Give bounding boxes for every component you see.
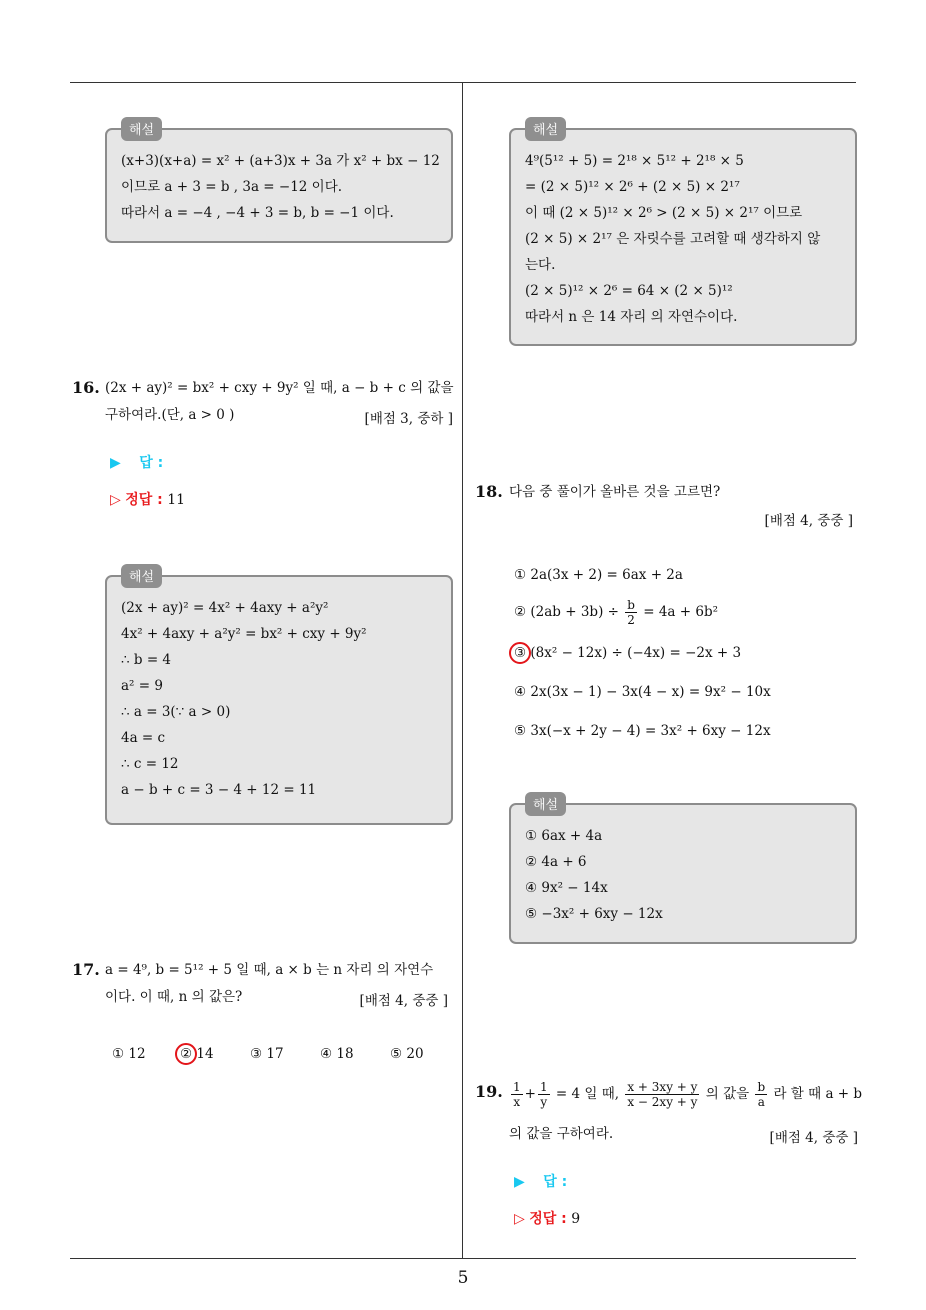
correct-answer-19 xyxy=(514,1208,580,1228)
choice-2-lhs: ② (2ab + 3b) ÷ xyxy=(514,604,619,620)
solution-box-18 xyxy=(509,798,857,944)
solution-line: 4a = c xyxy=(121,730,166,746)
solution-line: 따라서 n 은 14 자리 의 자연수이다. xyxy=(525,309,738,325)
solution-line: (2 × 5)¹² × 2⁶ = 64 × (2 × 5)¹² xyxy=(525,283,733,299)
solution-line: (x+3)(x+a) = x² + (a+3)x + 3a 가 x² + bx − 12 xyxy=(121,153,440,169)
solution-line: ∴ a = 3(∵ a > 0) xyxy=(121,704,231,720)
solution-line: a − b + c = 3 − 4 + 12 = 11 xyxy=(121,782,317,798)
question-18-points: [배점 4, 중중 ] xyxy=(764,513,853,529)
fraction-num: 1 xyxy=(513,1080,521,1094)
outline-arrow-icon: ▷ xyxy=(110,492,121,508)
correct-answer-16 xyxy=(110,489,185,509)
choice-4[interactable]: ④ 2x(3x − 1) − 3x(4 − x) = 9x² − 10x xyxy=(514,684,771,700)
solution-line: 따라서 a = −4 , −4 + 3 = b, b = −1 이다. xyxy=(121,205,394,221)
question-19-line1 xyxy=(509,1080,862,1109)
solution-line: a² = 9 xyxy=(121,678,163,694)
answer-input-19[interactable] xyxy=(514,1171,567,1191)
choice-1[interactable]: ① 12 xyxy=(112,1046,146,1062)
question-18-line1: 다음 중 풀이가 올바른 것을 고르면? xyxy=(509,484,721,500)
choice-1[interactable]: ① 2a(3x + 2) = 6ax + 2a xyxy=(514,567,683,583)
fraction-num: x + 3xy + y xyxy=(627,1080,698,1094)
fraction-den: y xyxy=(540,1095,548,1109)
choice-2[interactable] xyxy=(514,598,718,627)
question-number-17: 17. xyxy=(72,960,100,979)
page-number: 5 xyxy=(457,1268,469,1288)
play-arrow-icon: ▶ xyxy=(514,1174,525,1190)
solution-tag: 해설 xyxy=(525,792,566,816)
choice-4[interactable]: ④ 18 xyxy=(320,1046,354,1062)
solution-line: ∴ b = 4 xyxy=(121,652,172,668)
fraction-num: b xyxy=(627,598,635,612)
correct-label: 정답 : xyxy=(529,1211,567,1227)
solution-line: 이 때 (2 × 5)¹² × 2⁶ > (2 × 5) × 2¹⁷ 이므로 xyxy=(525,205,803,221)
solution-line: 4⁹(5¹² + 5) = 2¹⁸ × 5¹² + 2¹⁸ × 5 xyxy=(525,153,744,169)
question-number-16: 16. xyxy=(72,378,100,397)
correct-label: 정답 : xyxy=(125,492,163,508)
solution-tag: 해설 xyxy=(121,564,162,588)
fraction xyxy=(625,598,637,627)
solution-line: 4x² + 4axy + a²y² = bx² + cxy + 9y² xyxy=(121,626,367,642)
fraction-num: b xyxy=(757,1080,766,1094)
question-number-19: 19. xyxy=(475,1082,503,1101)
play-arrow-icon: ▶ xyxy=(110,455,121,471)
solution-line: ① 6ax + 4a xyxy=(525,828,603,844)
fraction-num: 1 xyxy=(539,1080,548,1094)
solution-line: (2 × 5) × 2¹⁷ 은 자릿수를 고려할 때 생각하지 않 xyxy=(525,231,821,247)
solution-box-17 xyxy=(509,123,857,346)
solution-line: 는다. xyxy=(525,257,556,273)
solution-line: ⑤ −3x² + 6xy − 12x xyxy=(525,906,663,922)
selected-circle-mark xyxy=(509,642,531,664)
choice-2-rhs: = 4a + 6b² xyxy=(643,604,718,620)
choice-5[interactable]: ⑤ 3x(−x + 2y − 4) = 3x² + 6xy − 12x xyxy=(514,723,771,739)
fraction-den: x − 2xy + y xyxy=(627,1095,698,1109)
solution-tag: 해설 xyxy=(525,117,566,141)
solution-line: 이므로 a + 3 = b , 3a = −12 이다. xyxy=(121,179,343,195)
solution-box-15 xyxy=(105,123,453,243)
bottom-rule xyxy=(70,1258,856,1259)
plus-sign: + xyxy=(524,1086,536,1102)
top-rule xyxy=(70,82,856,83)
solution-line: ∴ c = 12 xyxy=(121,756,179,772)
question-17-line2: 이다. 이 때, n 의 값은? xyxy=(105,989,243,1005)
solution-line: = (2 × 5)¹² × 2⁶ + (2 × 5) × 2¹⁷ xyxy=(525,179,740,195)
question-19-text: 라 할 때 a + b xyxy=(773,1086,863,1102)
choice-3[interactable]: ③ 17 xyxy=(250,1046,284,1062)
choice-2[interactable]: ② 14 xyxy=(180,1046,214,1062)
solution-line: ④ 9x² − 14x xyxy=(525,880,608,896)
fraction-den: x xyxy=(513,1095,521,1109)
correct-value: 11 xyxy=(167,492,186,508)
question-19-text: 의 값을 xyxy=(705,1086,750,1102)
question-16-points: [배점 3, 중하 ] xyxy=(364,411,453,427)
solution-line: (2x + ay)² = 4x² + 4axy + a²y² xyxy=(121,600,329,616)
outline-arrow-icon: ▷ xyxy=(514,1211,525,1227)
question-16-line1: (2x + ay)² = bx² + cxy + 9y² 일 때, a − b + c 의 값을 xyxy=(105,380,454,396)
answer-label: 답 : xyxy=(543,1174,568,1190)
answer-label: 답 : xyxy=(139,455,164,471)
solution-tag: 해설 xyxy=(121,117,162,141)
column-divider xyxy=(462,82,463,1258)
solution-line: ② 4a + 6 xyxy=(525,854,587,870)
fraction-den: a xyxy=(757,1095,765,1109)
correct-value: 9 xyxy=(571,1211,581,1227)
fraction xyxy=(511,1080,523,1109)
question-17-points: [배점 4, 중중 ] xyxy=(359,993,448,1009)
choice-5[interactable]: ⑤ 20 xyxy=(390,1046,424,1062)
question-19-points: [배점 4, 중중 ] xyxy=(769,1130,858,1146)
fraction xyxy=(625,1080,699,1109)
fraction-den: 2 xyxy=(627,613,635,627)
selected-circle-mark xyxy=(175,1043,197,1065)
question-17-line1: a = 4⁹, b = 5¹² + 5 일 때, a × b 는 n 자리 의 자연수 xyxy=(105,962,434,978)
choice-3[interactable]: ③ (8x² − 12x) ÷ (−4x) = −2x + 3 xyxy=(514,645,742,661)
question-19-line2: 의 값을 구하여라. xyxy=(509,1126,614,1142)
question-number-18: 18. xyxy=(475,482,503,501)
solution-box-16 xyxy=(105,570,453,825)
fraction xyxy=(538,1080,550,1109)
fraction xyxy=(755,1080,767,1109)
answer-input-16[interactable] xyxy=(110,452,163,472)
question-19-text: = 4 일 때, xyxy=(555,1086,620,1102)
question-16-line2: 구하여라.(단, a > 0 ) xyxy=(105,407,235,423)
